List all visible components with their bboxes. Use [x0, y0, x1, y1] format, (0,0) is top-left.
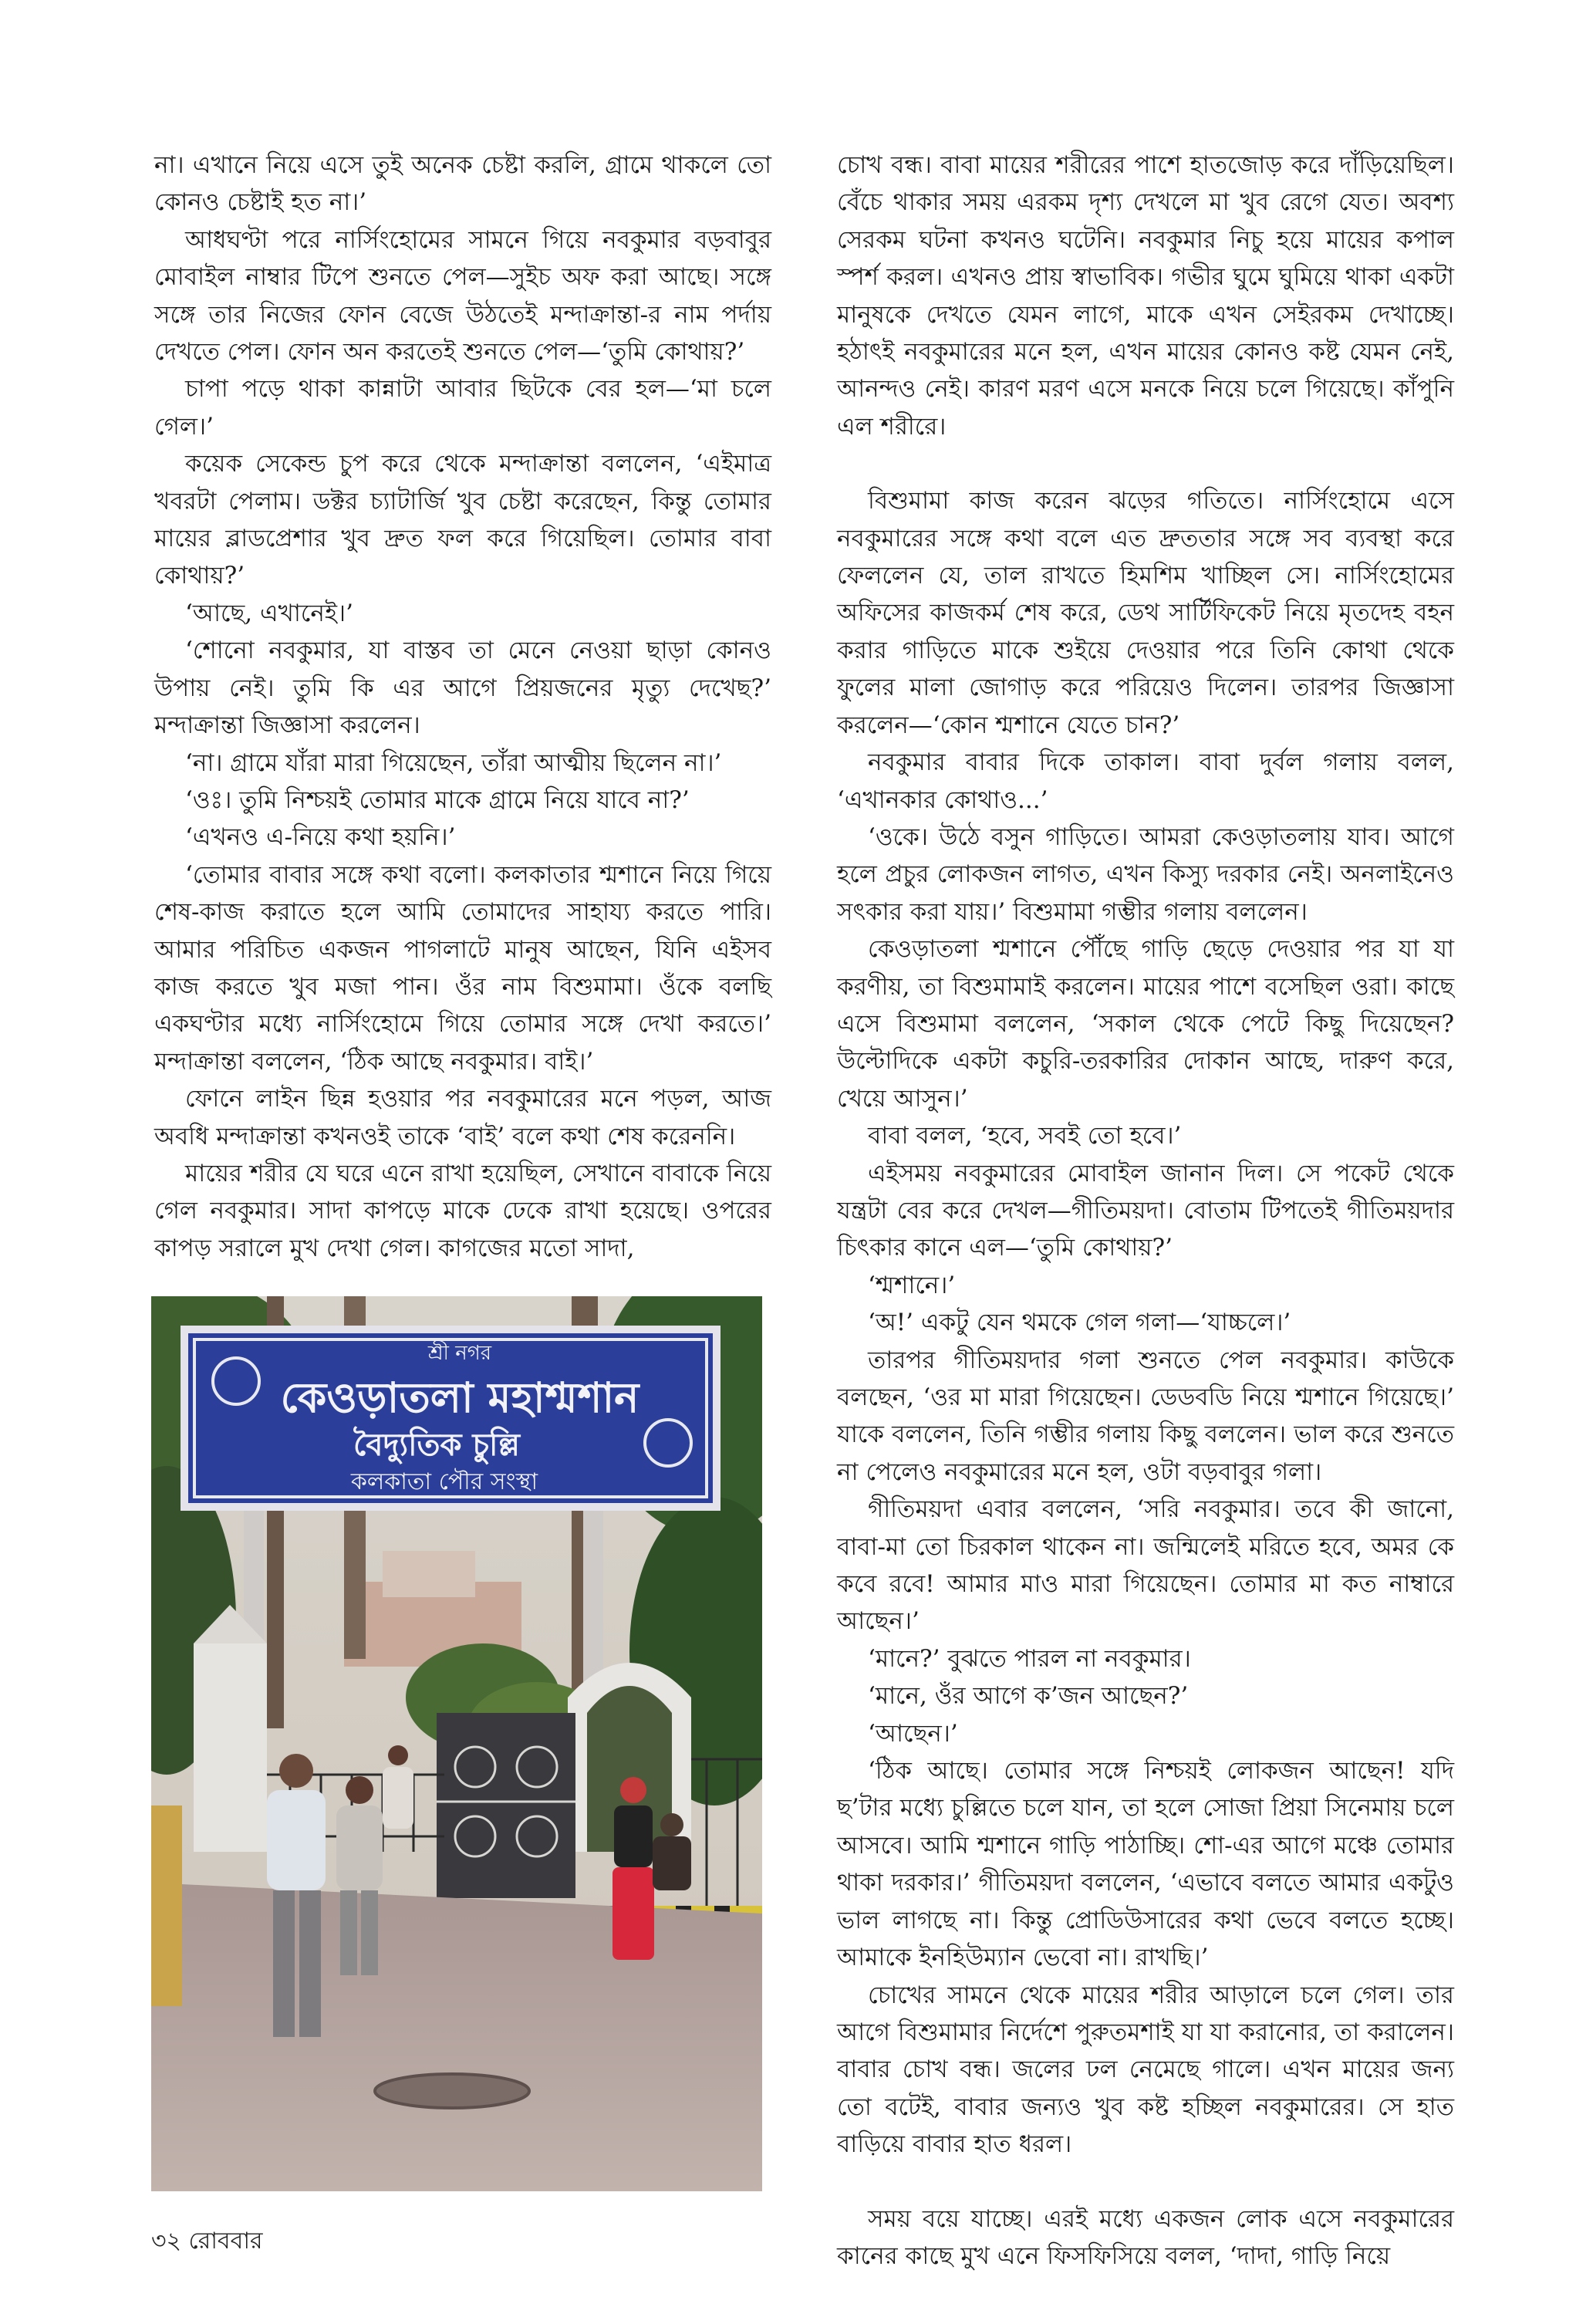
right-column [837, 147, 1454, 2275]
photo-illustration [151, 1296, 762, 2191]
paragraph: বিশুমামা কাজ করেন ঝড়ের গতিতে। নার্সিংহোমে এসে নবকুমারের সঙ্গে কথা বলে এত দ্রুততার সঙ্গে সব ব্যবস্থা করে ফেললেন যে, তাল রাখতে হিমশিম খাচ্ছিল সে। নার্সিংহোমের অফিসের কাজকর্ম শেষ করে, ডেথ সার্টিফিকেট নিয়ে মৃতদেহ বহন করার গাড়িতে মাকে শুইয়ে দেওয়ার পরে তিনি কোথা থেকে ফুলের মালা জোগাড় করে পরিয়েও দিলেন। তারপর জিজ্ঞাসা করলেন—‘কোন শ্মশানে যেতে চান?’ [837, 487, 1454, 739]
paragraph: আধঘণ্টা পরে নার্সিংহোমের সামনে গিয়ে নবকুমার বড়বাবুর মোবাইল নাম্বার টিপে শুনতে পেল—সুইচ অফ করা আছে। সঙ্গে সঙ্গে তার নিজের ফোন বেজে উঠতেই মন্দাক্রান্তা-র নাম পর্দায় দেখতে পেল। ফোন অন করতেই শুনতে পেল—‘তুমি কোথায়?’ [154, 225, 771, 367]
paragraph: ‘ঠিক আছে। তোমার সঙ্গে নিশ্চয়ই লোকজন আছেন! যদি ছ’টার মধ্যে চুল্লিতে চলে যান, তা হলে সোজা প্রিয়া সিনেমায় চলে আসবে। আমি শ্মশানে গাড়ি পাঠাচ্ছি। শো-এর আগে মঞ্চে তোমার থাকা দরকার।’ গীতিময়দা বললেন, ‘এভাবে বলতে আমার একটুও ভাল লাগছে না। কিন্তু প্রোডিউসারের কথা ভেবে বলতে হচ্ছে। আমাকে ইনহিউম্যান ভেবো না। রাখছি।’ [837, 1757, 1454, 1972]
paragraph: ‘শোনো নবকুমার, যা বাস্তব তা মেনে নেওয়া ছাড়া কোনও উপায় নেই। তুমি কি এর আগে প্রিয়জনের মৃত্যু দেখেছ?’ মন্দাক্রান্তা জিজ্ঞাসা করলেন। [154, 637, 771, 740]
paragraph: বাবা বলল, ‘হবে, সবই তো হবে।’ [868, 1122, 1182, 1150]
paragraph: ‘ওঃ। তুমি নিশ্চয়ই তোমার মাকে গ্রামে নিয়ে যাবে না?’ [185, 785, 690, 814]
paragraph: ‘মানে, ওঁর আগে ক’জন আছেন?’ [868, 1682, 1189, 1711]
sign-sub-text: বৈদ্যুতিক চুল্লি [353, 1427, 520, 1463]
paragraph: ‘মানে?’ বুঝতে পারল না নবকুমার। [868, 1644, 1191, 1673]
paragraph: তারপর গীতিময়দার গলা শুনতে পেল নবকুমার। কাউকে বলছেন, ‘ওর মা মারা গিয়েছেন। ডেডবডি নিয়ে শ্মশানে গিয়েছে।’ যাকে বললেন, তিনি গম্ভীর গলায় কিছু বললেন। ভাল করে শুনতে না পেলেও নবকুমারের মনে হল, ওটা বড়বাবুর গলা। [837, 1346, 1454, 1486]
paragraph: ফোনে লাইন ছিন্ন হওয়ার পর নবকুমারের মনে পড়ল, আজ অবধি মন্দাক্রান্তা কখনওই তাকে ‘বাই’ বলে কথা শেষ করেননি। [154, 1085, 771, 1150]
paragraph: নবকুমার বাবার দিকে তাকাল। বাবা দুর্বল গলায় বলল, ‘এখানকার কোথাও...’ [837, 748, 1454, 814]
paragraph: না। এখানে নিয়ে এসে তুই অনেক চেষ্টা করলি, গ্রামে থাকলে তো কোনও চেষ্টাই হত না।’ [154, 151, 771, 217]
paragraph: ‘ওকে। উঠে বসুন গাড়িতে। আমরা কেওড়াতলায় যাব। আগে হলে প্রচুর লোকজন লাগত, এখন কিস্যু দরকার নেই। অনলাইনেও সৎকার করা যায়।’ বিশুমামা গম্ভীর গলায় বললেন। [837, 823, 1454, 926]
paragraph: মায়ের শরীর যে ঘরে এনে রাখা হয়েছিল, সেখানে বাবাকে নিয়ে গেল নবকুমার। সাদা কাপড়ে মাকে ঢেকে রাখা হয়েছে। ওপরের কাপড় সরালে মুখ দেখা গেল। কাগজের মতো সাদা, [154, 1159, 771, 1262]
left-column [154, 147, 771, 1267]
paragraph: ‘আছেন।’ [868, 1719, 958, 1748]
paragraph: ‘আছে, এখানেই।’ [185, 599, 353, 627]
paragraph: ‘অ!’ একটু যেন থমকে গেল গলা—‘যাচ্চলে।’ [868, 1309, 1291, 1337]
paragraph: কয়েক সেকেন্ড চুপ করে থেকে মন্দাক্রান্তা বললেন, ‘এইমাত্র খবরটা পেলাম। ডক্টর চ্যাটার্জি খুব চেষ্টা করেছেন, কিন্তু তোমার মায়ের ব্লাডপ্রেশার খুব দ্রুত ফল করে গিয়েছিল। তোমার বাবা কোথায়?’ [154, 450, 771, 590]
paragraph: ‘তোমার বাবার সঙ্গে কথা বলো। কলকাতার শ্মশানে নিয়ে গিয়ে শেষ-কাজ করাতে হলে আমি তোমাদের সাহায্য করতে পারি। আমার পরিচিত একজন পাগলাটে মানুষ আছেন, যিনি এইসব কাজ করতে খুব মজা পান। ওঁর নাম বিশুমামা। ওঁকে বলছি একঘণ্টার মধ্যে নার্সিংহোমে গিয়ে তোমার সঙ্গে দেখা করতে।’ মন্দাক্রান্তা বললেন, ‘ঠিক আছে নবকুমার। বাই।’ [154, 860, 771, 1076]
paragraph: চাপা পড়ে থাকা কান্নাটা আবার ছিটকে বের হল—‘মা চলে গেল।’ [154, 375, 771, 441]
sign-main-text: কেওড়াতলা মহাশ্মশান [280, 1373, 640, 1422]
photo-keoratala-crematorium-gate [151, 1296, 762, 2191]
paragraph: চোখের সামনে থেকে মায়ের শরীর আড়ালে চলে গেল। তার আগে বিশুমামার নির্দেশে পুরুতমশাই যা যা করানোর, তা করালেন। বাবার চোখ বন্ধ। জলের ঢল নেমেছে গালে। এখন মায়ের জন্য তো বটেই, বাবার জন্যও খুব কষ্ট হচ্ছিল নবকুমারের। সে হাত বাড়িয়ে বাবার হাত ধরল। [837, 1981, 1454, 2159]
paragraph: গীতিময়দা এবার বললেন, ‘সরি নবকুমার। তবে কী জানো, বাবা-মা তো চিরকাল থাকেন না। জন্মিলেই মরিতে হবে, অমর কে কবে রবে! আমার মাও মারা গিয়েছেন। তোমার মা কত নাম্বারে আছেন।’ [837, 1495, 1454, 1636]
paragraph: ‘এখনও এ-নিয়ে কথা হয়নি।’ [185, 823, 456, 852]
paragraph: চোখ বন্ধ। বাবা মায়ের শরীরের পাশে হাতজোড় করে দাঁড়িয়েছিল। বেঁচে থাকার সময় এরকম দৃশ্য দেখলে মা খুব রেগে যেত। অবশ্য সেরকম ঘটনা কখনও ঘটেনি। নবকুমার নিচু হয়ে মায়ের কপাল স্পর্শ করল। এখনও প্রায় স্বাভাবিক। গভীর ঘুমে ঘুমিয়ে থাকা একটা মানুষকে দেখতে যেমন লাগে, মাকে এখন সেইরকম দেখাচ্ছে। হঠাৎই নবকুমারের মনে হল, এখন মায়ের কোনও কষ্ট যেমন নেই, আনন্দও নেই। কারণ মরণ এসে মনকে নিয়ে চলে গিয়েছে। কাঁপুনি এল শরীরে। [837, 151, 1454, 441]
paragraph: ‘শ্মশানে।’ [868, 1271, 956, 1299]
page-footer: ৩২ রোববার [151, 2228, 263, 2255]
paragraph: ‘না। গ্রামে যাঁরা মারা গিয়েছেন, তাঁরা আত্মীয় ছিলেন না।’ [185, 748, 722, 777]
sign-top-text: শ্রী নগর [427, 1342, 492, 1365]
paragraph: এইসময় নবকুমারের মোবাইল জানান দিল। সে পকেট থেকে যন্ত্রটা বের করে দেখল—গীতিময়দা। বোতাম টিপতেই গীতিময়দার চিৎকার কানে এল—‘তুমি কোথায়?’ [837, 1159, 1454, 1262]
paragraph: কেওড়াতলা শ্মশানে পৌঁছে গাড়ি ছেড়ে দেওয়ার পর যা যা করণীয়, তা বিশুমামাই করলেন। মায়ের পাশে বসেছিল ওরা। কাছে এসে বিশুমামা বললেন, ‘সকাল থেকে পেটে কিছু দিয়েছেন? উল্টোদিকে একটা কচুরি-তরকারির দোকান আছে, দারুণ করে, খেয়ে আসুন।’ [837, 935, 1454, 1113]
paragraph: সময় বয়ে যাচ্ছে। এরই মধ্যে একজন লোক এসে নবকুমারের কানের কাছে মুখ এনে ফিসফিসিয়ে বলল, ‘দাদা, গাড়ি নিয়ে [837, 2204, 1454, 2270]
sign-bottom-text: কলকাতা পৌর সংস্থা [350, 1468, 538, 1495]
